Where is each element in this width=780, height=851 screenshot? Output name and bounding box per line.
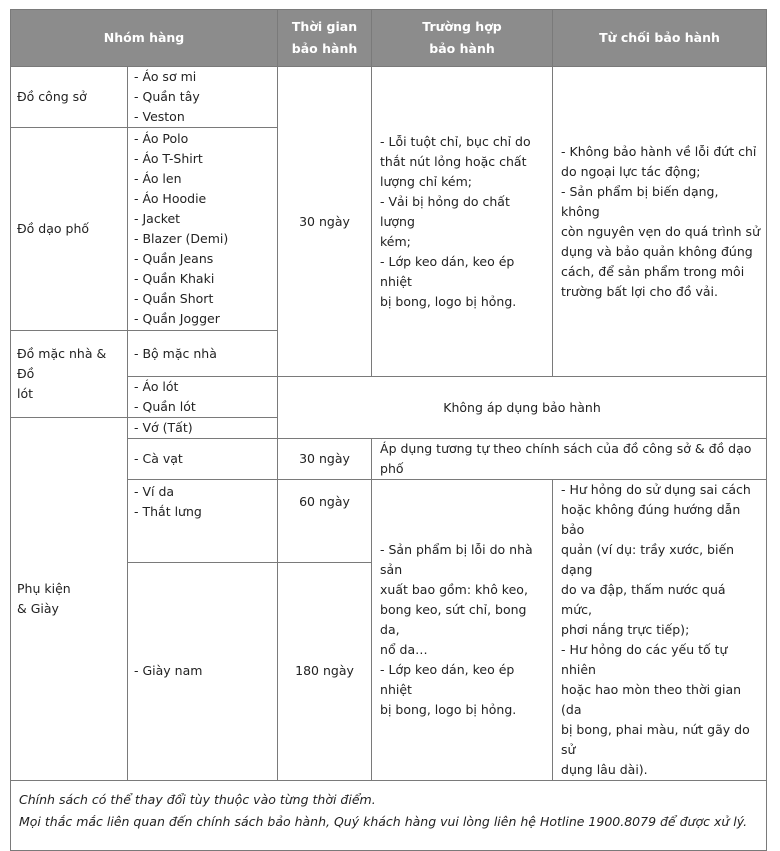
items-tie: - Cà vạt [128, 439, 278, 480]
items-home: - Bộ mặc nhà [128, 331, 278, 377]
items-underwear: - Áo lót - Quần lót [128, 377, 278, 418]
notes-row [11, 781, 767, 851]
group-accessories: Phụ kiện & Giày [11, 418, 128, 781]
items-shoes: - Giày nam [128, 562, 278, 780]
policy-notes [11, 781, 767, 851]
period-shoes: 180 ngày [278, 562, 372, 780]
header-cases: Trường hợp bảo hành [372, 10, 553, 67]
period-tie: 30 ngày [278, 439, 372, 480]
header-group: Nhóm hàng [11, 10, 278, 67]
period-wallet-belt: 60 ngày [278, 480, 372, 563]
warranty-table [10, 9, 767, 851]
header-reject: Từ chối bảo hành [553, 10, 767, 67]
not-applicable-cell: Không áp dụng bảo hành [278, 377, 767, 439]
reject-leather: - Hư hỏng do sử dụng sai cách hoặc không đúng hướng dẫn bảo quản (ví dụ: trầy xước, biến dạng do va đập, thấm nước quá mức, phơi nắng trực tiếp); - Hư hỏng do các yếu tố tự nhiên hoặc hao mòn theo thời gian (da bị bong, phai màu, nứt gãy do sử dụng lâu dài). [553, 480, 767, 781]
cases-leather: - Sản phẩm bị lỗi do nhà sản xuất bao gồm: khô keo, bong keo, sứt chỉ, bong da, nổ da… - Lớp keo dán, keo ép nhiệt bị bong, logo bị hỏng. [372, 480, 553, 781]
items-socks: - Vớ (Tất) [128, 418, 278, 439]
items-street: - Áo Polo - Áo T-Shirt - Áo len - Áo Hoodie - Jacket - Blazer (Demi) - Quần Jeans - Quần Khaki - Quần Short - Quần Jogger [128, 128, 278, 331]
group-office: Đồ công sở [11, 67, 128, 128]
tie-policy: Áp dụng tương tự theo chính sách của đồ công sở & đồ dạo phố [372, 439, 767, 480]
header-row [11, 10, 767, 67]
note-line-1: Chính sách có thể thay đổi tùy thuộc vào từng thời điểm. [19, 792, 376, 807]
table-row [11, 67, 767, 128]
reject-clothing: - Không bảo hành về lỗi đứt chỉ do ngoại lực tác động; - Sản phẩm bị biến dạng, không còn nguyên vẹn do quá trình sử dụng và bảo quản không đúng cách, để sản phẩm trong môi trường bất lợi cho đồ vải. [553, 67, 767, 377]
items-office: - Áo sơ mi - Quần tây - Veston [128, 67, 278, 128]
period-clothing: 30 ngày [278, 67, 372, 377]
note-line-2: Mọi thắc mắc liên quan đến chính sách bảo hành, Quý khách hàng vui lòng liên hệ Hotline 1900.8079 để được xử lý. [19, 814, 748, 829]
group-home-underwear: Đồ mặc nhà & Đồ lót [11, 331, 128, 418]
header-period: Thời gian bảo hành [278, 10, 372, 67]
items-wallet-belt: - Ví da - Thắt lưng [128, 480, 278, 563]
group-street: Đồ dạo phố [11, 128, 128, 331]
cases-clothing: - Lỗi tuột chỉ, bục chỉ do thắt nút lỏng hoặc chất lượng chỉ kém; - Vải bị hỏng do chất lượng kém; - Lớp keo dán, keo ép nhiệt bị bong, logo bị hỏng. [372, 67, 553, 377]
